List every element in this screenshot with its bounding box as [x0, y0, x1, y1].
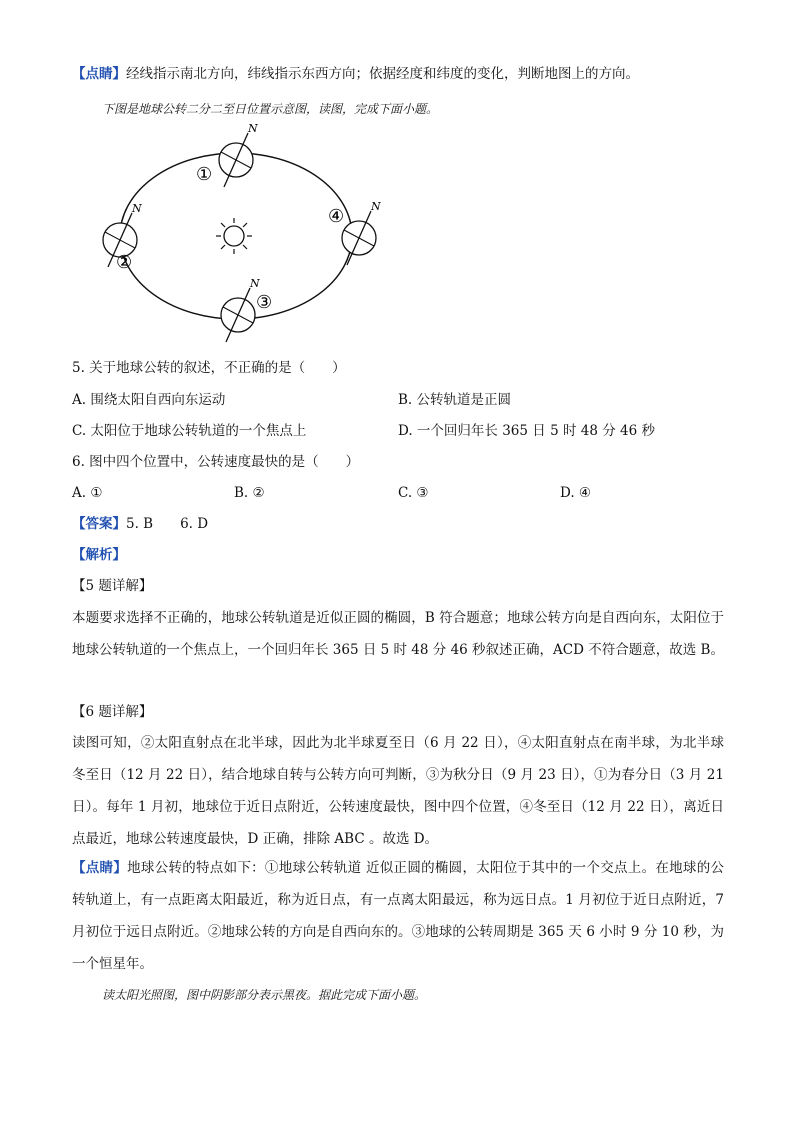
position-4-label: ④ [328, 206, 345, 227]
earth-position-4 [342, 200, 381, 265]
tip-tag: 【点睛】 [72, 66, 126, 82]
detail-5-text: 本题要求选择不正确的，地球公转轨道是近似正圆的椭圆，B 符合题意；地球公转方向是自西向东，太阳位于地球公转轨道的一个焦点上，一个回归年长 365 日 5 时 48 分 46 秒叙述正确，ACD 不符合题意，故选 B。 [72, 610, 724, 658]
question-6-option-c: C. ③ [398, 485, 429, 501]
orbit-ellipse [120, 153, 352, 319]
detail-6-tag: 【6 题详解】 [72, 704, 153, 720]
detail-6-text: 读图可知，②太阳直射点在北半球，因此为北半球夏至日（6 月 22 日），④太阳直射点在南半球，为北半球冬至日（12 月 22 日），结合地球自转与公转方向可判断，③为秋分日（9 月 23 日），①为春分日（3 月 21 日）。每年 1 月初，地球位于近日点附近，公转速度最快，图中四个位置，④冬至日（12 月 22 日），离近日点最近，地球公转速度最快，D 正确，排除 ABC 。故选 D。 [72, 735, 724, 847]
tip-tag: 【点睛】 [72, 860, 128, 876]
sun-icon [216, 218, 252, 254]
question-6-option-a: A. ① [72, 485, 103, 501]
question-5-stem: 5. 关于地球公转的叙述，不正确的是（ ） [72, 360, 346, 376]
figure-1-caption: 下图是地球公转二分二至日位置示意图，读图，完成下面小题。 [102, 102, 439, 116]
position-3-label: ③ [256, 292, 273, 313]
question-5-option-d: D. 一个回归年长 365 日 5 时 48 分 46 秒 [398, 423, 655, 439]
north-label: N [248, 122, 258, 135]
figure-2-caption: 读太阳光照图，图中阴影部分表示黑夜。据此完成下面小题。 [102, 988, 427, 1002]
tip-paragraph-2 [72, 852, 724, 980]
tip-paragraph-1 [72, 64, 639, 84]
earth-position-3 [221, 277, 260, 342]
orbit-diagram [72, 122, 392, 352]
analysis-tag: 【解析】 [72, 547, 126, 563]
question-6-option-d: D. ④ [560, 485, 592, 501]
question-5-option-c: C. 太阳位于地球公转轨道的一个焦点上 [72, 423, 307, 439]
north-label: N [371, 200, 381, 213]
detail-5-tag: 【5 题详解】 [72, 578, 153, 594]
north-label: N [132, 202, 142, 215]
position-2-label: ② [116, 252, 133, 273]
question-6-option-b: B. ② [234, 485, 265, 501]
answer-text: 5. B 6. D [126, 516, 209, 532]
tip-text: 经线指示南北方向，纬线指示东西方向；依据经度和纬度的变化，判断地图上的方向。 [126, 66, 639, 82]
north-label: N [250, 277, 260, 290]
tip-text: 地球公转的特点如下：①地球公转轨道 近似正圆的椭圆，太阳位于其中的一个交点上。在地球的公转轨道上，有一点距离太阳最近，称为近日点，有一点离太阳最远，称为远日点。1 月初位于近日点附近，7 月初位于远日点附近。②地球公转的方向是自西向东的。③地球的公转周期是 365 天 6 小时 9 分 10 秒，为一个恒星年。 [72, 860, 724, 972]
answer-line [72, 514, 208, 534]
question-5-option-a: A. 围绕太阳自西向东运动 [72, 392, 226, 408]
earth-position-1 [219, 122, 258, 187]
position-1-label: ① [196, 164, 213, 185]
answer-tag: 【答案】 [72, 516, 126, 532]
question-5-option-b: B. 公转轨道是正圆 [398, 392, 512, 408]
question-6-stem: 6. 图中四个位置中，公转速度最快的是（ ） [72, 454, 360, 470]
